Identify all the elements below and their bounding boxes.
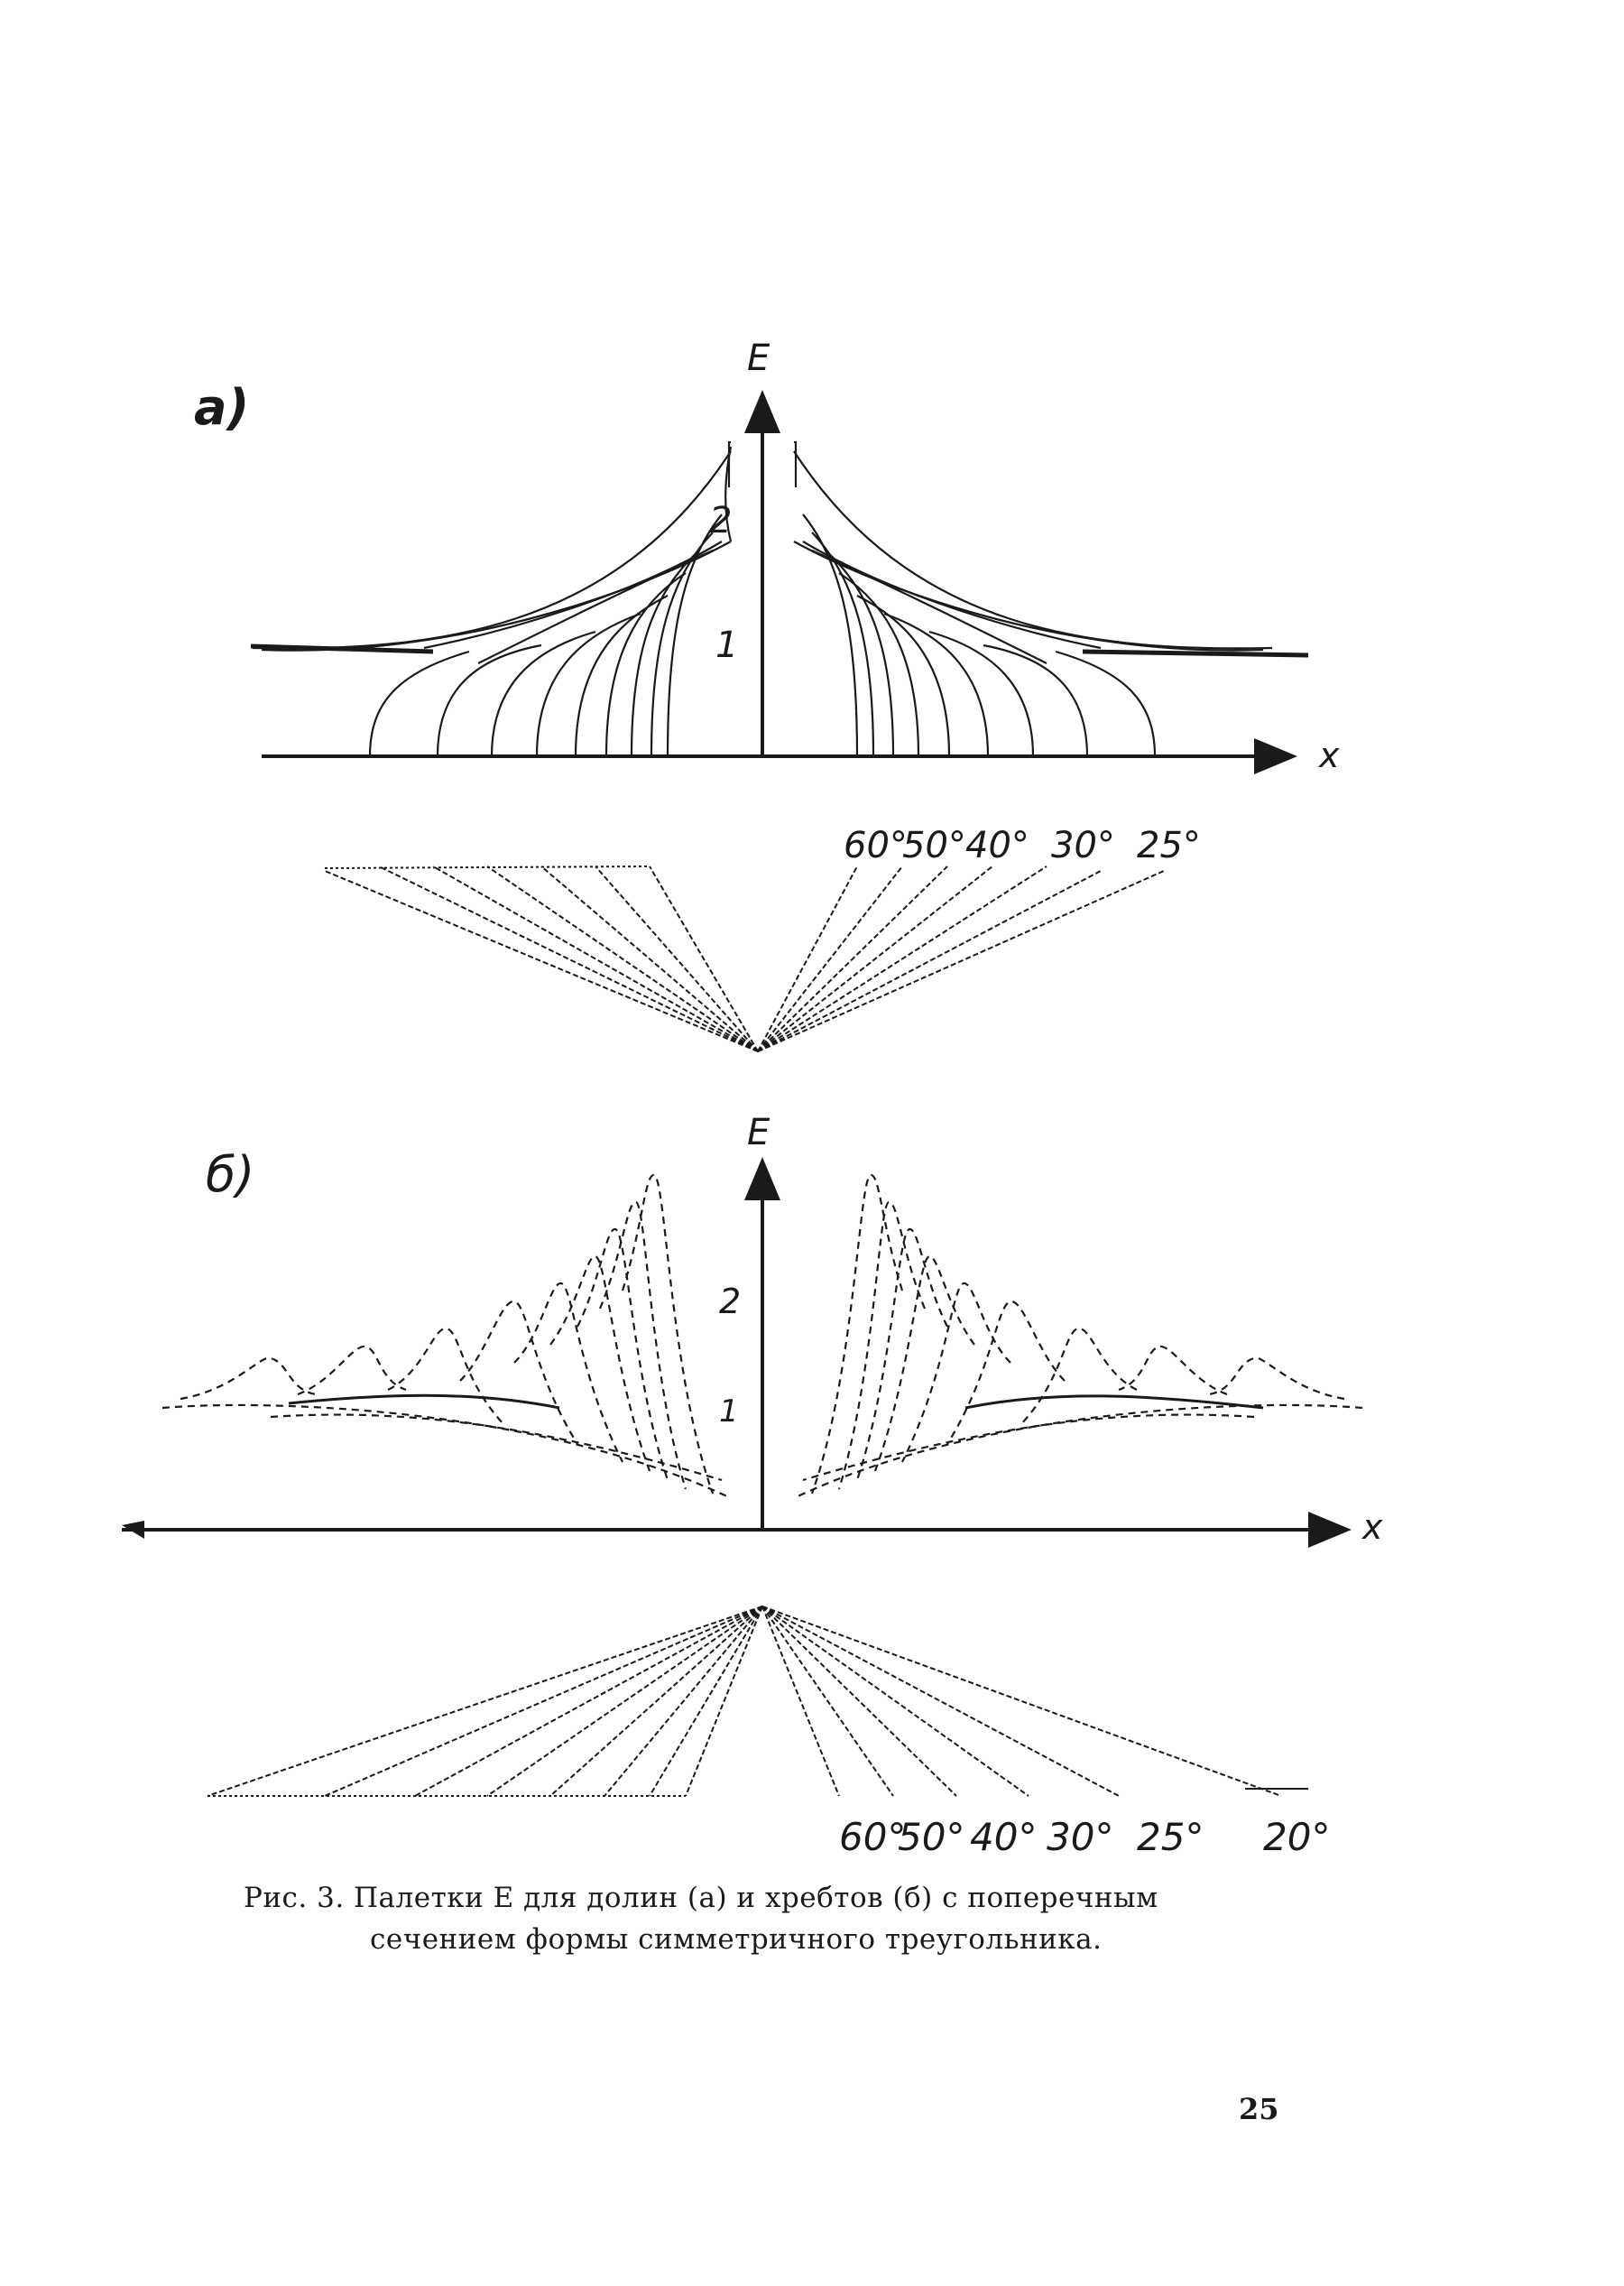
panel-a-x-axis-label: x [1319, 736, 1340, 775]
panel-b-angle-labels [839, 1815, 1330, 1859]
figure-caption [244, 1877, 1380, 1960]
panel-b-curves-right [794, 1175, 1362, 1498]
panel-a-baseline-right [1083, 652, 1308, 655]
panel-a-angle-25: 25° [1137, 825, 1201, 866]
panel-a-curves-right [794, 442, 1272, 756]
panel-a-angle-60: 60° [844, 825, 908, 866]
panel-b-label: б) [206, 1146, 255, 1203]
panel-a-tick-1: 1 [715, 625, 739, 666]
panel-b-y-axis-label: E [747, 1112, 770, 1153]
panel-b-curves-left [162, 1175, 731, 1498]
panel-a-tick-2: 2 [709, 500, 733, 541]
panel-a-valley-top-left [325, 866, 650, 868]
panel-b-x-axis-label: x [1362, 1507, 1383, 1547]
panel-b-solid-left [289, 1395, 559, 1408]
panel-a-angle-40: 40° [965, 825, 1029, 866]
panel-b-angle-25: 25° [1137, 1815, 1204, 1859]
panel-b-ridge-fan [208, 1606, 1281, 1796]
panel-b-angle-30: 30° [1047, 1815, 1114, 1859]
panel-a-curves-left [253, 442, 731, 756]
panel-a-y-axis-label: E [747, 338, 770, 379]
panel-b-tick-1: 1 [719, 1393, 739, 1430]
caption-line-2: сечением формы симметричного треугольника. [370, 1923, 1103, 1956]
panel-a-angle-50: 50° [902, 825, 966, 866]
panel-a-valley-fan [325, 866, 1164, 1051]
panel-b [122, 1112, 1383, 1859]
panel-b-angle-50: 50° [898, 1815, 965, 1859]
panel-a-label: а) [194, 379, 250, 436]
panel-b-tick-2: 2 [719, 1282, 742, 1321]
panel-a-angle-30: 30° [1051, 825, 1115, 866]
panel-b-angle-20: 20° [1263, 1815, 1331, 1859]
panel-a-angle-labels [844, 825, 1201, 866]
caption-line-1: Рис. 3. Палетки E для долин (а) и хребтов (б) с поперечным [244, 1882, 1158, 1914]
panel-b-angle-40: 40° [970, 1815, 1038, 1859]
panel-b-angle-60: 60° [839, 1815, 907, 1859]
page-number: 25 [1239, 2092, 1279, 2126]
panel-a [194, 338, 1340, 1051]
